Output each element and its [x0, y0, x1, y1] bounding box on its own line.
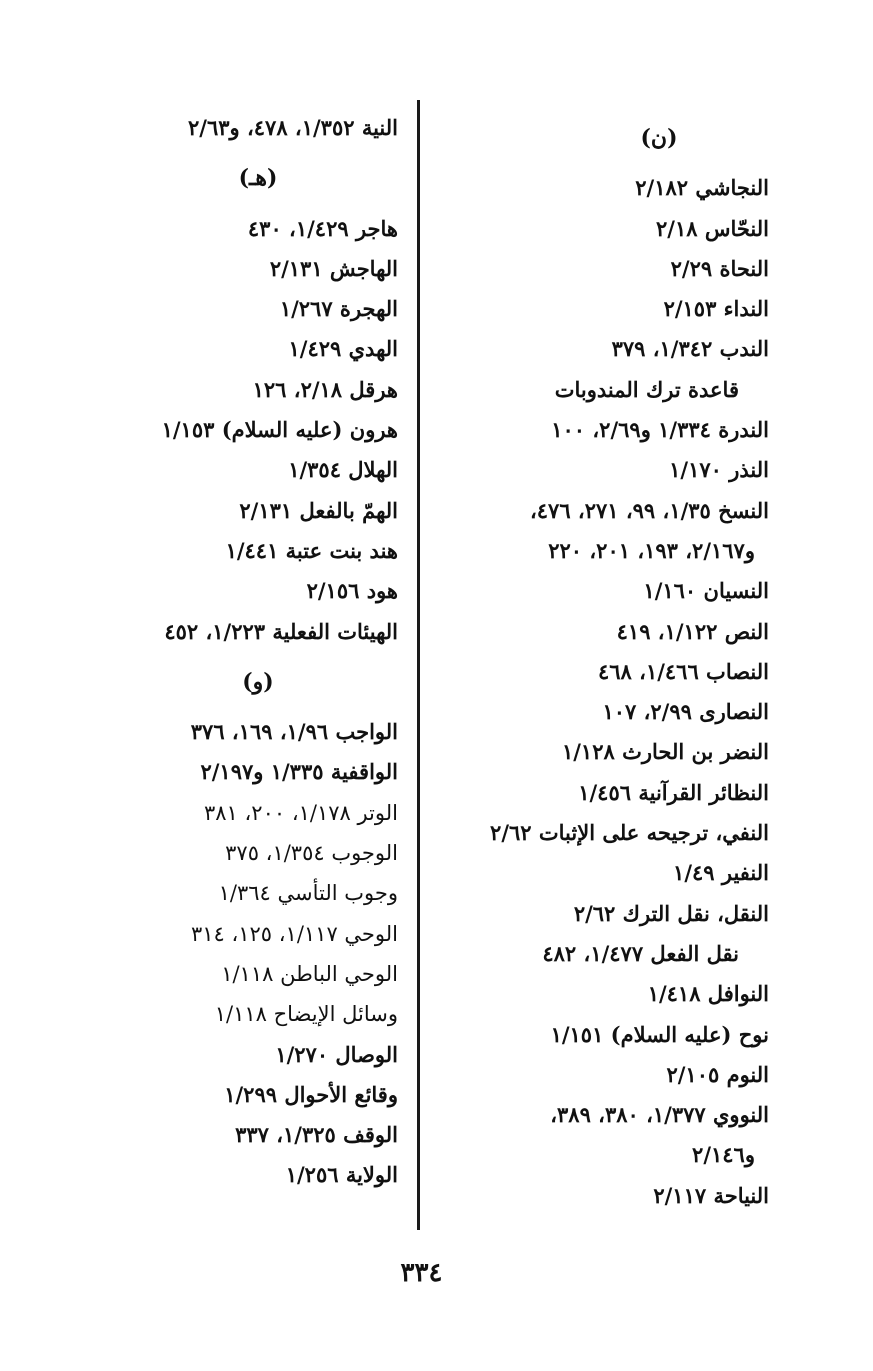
index-entry: وقائع الأحوال ١/٢٩٩ [224, 1081, 398, 1107]
index-entry: النسيان ١/١٦٠ [643, 578, 769, 604]
index-subentry: قاعدة ترك المندوبات [554, 376, 739, 402]
index-entry: هرقل ٢/١٨، ١٢٦ [252, 376, 398, 402]
index-entry: هند بنت عتبة ١/٤٤١ [225, 537, 398, 563]
index-entry: الهدي ١/٤٢٩ [288, 336, 398, 362]
index-column-ha-waw [58, 108, 398, 1196]
column-divider [417, 100, 420, 1230]
index-entry: النووي ١/٣٧٧، ٣٨٠، ٣٨٩، [550, 1102, 769, 1128]
index-entry: وسائل الإيضاح ١/١١٨ [214, 1002, 398, 1027]
index-entry: النوافل ١/٤١٨ [647, 981, 769, 1007]
index-entry: وجوب التأسي ١/٣٦٤ [218, 881, 398, 906]
index-entry: الواجب ١/٩٦، ١٦٩، ٣٧٦ [190, 719, 398, 745]
index-entry: النوم ٢/١٠٥ [666, 1061, 769, 1087]
index-entry: النياحة ٢/١١٧ [653, 1182, 769, 1208]
index-entry: الهمّ بالفعل ٢/١٣١ [239, 497, 398, 523]
index-entry: النضر بن الحارث ١/١٢٨ [561, 739, 769, 765]
index-entry: النية ١/٣٥٢، ٤٧٨، و٢/٦٣ [188, 115, 398, 140]
index-entry: النجاشي ٢/١٨٢ [635, 175, 769, 201]
index-entry: هرون (عليه السلام) ١/١٥٣ [161, 417, 398, 443]
index-entry: النذر ١/١٧٠ [669, 457, 769, 483]
index-entry: الندرة ١/٣٣٤ و٢/٦٩، ١٠٠ [551, 417, 769, 443]
index-entry: هود ٢/١٥٦ [306, 578, 398, 604]
index-entry: النحاة ٢/٢٩ [670, 255, 769, 281]
index-entry: الوقف ١/٣٢٥، ٣٣٧ [235, 1122, 398, 1148]
index-entry: النحّاس ٢/١٨ [656, 215, 769, 241]
section-heading-ha: (هـ) [238, 165, 278, 192]
index-entry: الولاية ١/٢٥٦ [285, 1162, 398, 1188]
index-entry: الهجرة ١/٢٦٧ [279, 296, 398, 322]
index-entry-continuation: و٢/١٦٧، ١٩٣، ٢٠١، ٢٢٠ [548, 537, 755, 563]
index-entry: الندب ١/٣٤٢، ٣٧٩ [611, 336, 769, 362]
section-heading-waw: (و) [242, 668, 274, 695]
index-entry: النقل، نقل الترك ٢/٦٢ [573, 900, 769, 926]
index-entry: الوصال ١/٢٧٠ [275, 1041, 398, 1067]
index-entry: هاجر ١/٤٢٩، ٤٣٠ [247, 215, 398, 241]
index-entry: نوح (عليه السلام) ١/١٥١ [550, 1021, 769, 1047]
index-entry: النفير ١/٤٩ [673, 860, 769, 886]
index-entry: النداء ٢/١٥٣ [663, 296, 769, 322]
index-entry: النظائر القرآنية ١/٤٥٦ [578, 779, 769, 805]
index-entry: النسخ ١/٣٥، ٩٩، ٢٧١، ٤٧٦، [530, 497, 769, 523]
index-entry: الهلال ١/٣٥٤ [288, 457, 398, 483]
index-entry: الواقفية ١/٣٣٥ و٢/١٩٧ [200, 759, 398, 785]
index-entry: الوتر ١/١٧٨، ٢٠٠، ٣٨١ [204, 800, 398, 825]
index-subentry: نقل الفعل ١/٤٧٧، ٤٨٢ [542, 940, 739, 966]
page-number: ٣٣٤ [400, 1258, 443, 1288]
index-entry: الهاجش ٢/١٣١ [269, 255, 398, 281]
index-entry: الهيئات الفعلية ١/٢٢٣، ٤٥٢ [164, 618, 398, 644]
index-entry: النص ١/١٢٢، ٤١٩ [616, 618, 769, 644]
index-entry-continuation: و٢/١٤٦ [692, 1142, 755, 1168]
index-column-nun [429, 108, 769, 1216]
index-entry: الوحي الباطن ١/١١٨ [221, 961, 398, 986]
index-entry: النصارى ٢/٩٩، ١٠٧ [602, 699, 769, 725]
section-heading-nun: (ن) [640, 125, 678, 151]
index-entry: النصاب ١/٤٦٦، ٤٦٨ [598, 658, 769, 684]
index-entry: الوحي ١/١١٧، ١٢٥، ٣١٤ [190, 921, 398, 946]
index-entry: النفي، ترجيحه على الإثبات ٢/٦٢ [490, 820, 769, 846]
index-entry: الوجوب ١/٣٥٤، ٣٧٥ [225, 841, 398, 866]
